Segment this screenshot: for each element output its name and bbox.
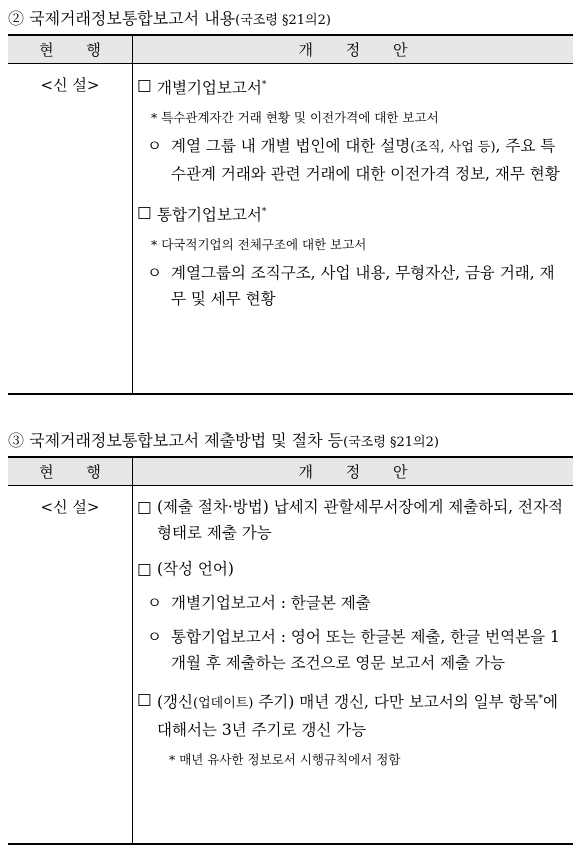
footnote-marker: * bbox=[538, 694, 543, 704]
square-bullet-icon: □ bbox=[137, 498, 152, 516]
item-text: 통합기업보고서 : 영어 또는 한글본 제출, 한글 번역본을 1개월 후 제출하는 조건으로 영문 보고서 제출 가능 bbox=[171, 628, 560, 672]
item-text: , 주요 특수관계 거래와 관련 거래에 대한 이전가격 정보, 재무 현황 bbox=[171, 137, 560, 184]
circle-item bbox=[147, 624, 569, 676]
item-text: 개별기업보고서 : 한글본 제출 bbox=[171, 594, 371, 612]
circle-bullet-icon: ㅇ bbox=[147, 628, 162, 646]
circle-item bbox=[147, 590, 569, 616]
circle-bullet-icon: ㅇ bbox=[147, 264, 162, 283]
box-text: 주기) 매년 갱신, 다만 보고서의 일부 항목 bbox=[253, 693, 539, 712]
item-text: 계열 그룹 내 개별 법인에 대한 설명 bbox=[171, 137, 411, 156]
box-label: 개별기업보고서 bbox=[157, 79, 262, 98]
box-item bbox=[137, 686, 569, 743]
square-bullet-icon: □ bbox=[137, 560, 152, 578]
footnote: * 매년 유사한 정보로서 시행규칙에서 정함 bbox=[169, 752, 401, 768]
section-reference: (국조령 §21의2) bbox=[343, 435, 439, 450]
box-item bbox=[137, 199, 569, 228]
section-reference: (국조령 §21의2) bbox=[235, 13, 331, 28]
item-text-small: (조직, 사업 등) bbox=[410, 140, 496, 156]
square-bullet-icon: □ bbox=[137, 203, 152, 222]
footnote: * 다국적기업의 전체구조에 대한 보고서 bbox=[151, 237, 367, 253]
square-bullet-icon: □ bbox=[137, 690, 152, 708]
square-bullet-icon: □ bbox=[137, 76, 152, 94]
section-number: ③ bbox=[8, 431, 25, 450]
footnote: * 특수관계자간 거래 현황 및 이전가격에 대한 보고서 bbox=[151, 110, 439, 126]
section-title-text: 국제거래정보통합보고서 제출방법 및 절차 등 bbox=[29, 431, 344, 450]
current-cell: <신 설> bbox=[8, 64, 133, 394]
section-3-title bbox=[8, 428, 439, 451]
box-item bbox=[137, 556, 569, 582]
section-2-table bbox=[8, 34, 573, 395]
circle-bullet-icon: ㅇ bbox=[147, 137, 162, 156]
box-text: (갱신 bbox=[157, 693, 193, 712]
circle-bullet-icon: ㅇ bbox=[147, 594, 162, 612]
box-item bbox=[137, 494, 569, 546]
amendment-cell bbox=[133, 64, 574, 394]
circle-item bbox=[147, 260, 569, 312]
circle-item bbox=[147, 133, 569, 187]
section-title-text: 국제거래정보통합보고서 내용 bbox=[29, 9, 236, 28]
box-label: 통합기업보고서 bbox=[157, 206, 262, 225]
footnote-marker: * bbox=[261, 207, 267, 218]
item-text: 계열그룹의 조직구조, 사업 내용, 무형자산, 금융 거래, 재무 및 세무 현황 bbox=[171, 264, 555, 309]
box-item bbox=[137, 72, 569, 101]
header-amendment: 개 정 안 bbox=[133, 35, 574, 64]
section-number: ② bbox=[8, 9, 25, 28]
box-text-small: (업데이트) bbox=[193, 696, 254, 712]
current-cell: <신 설> bbox=[8, 486, 133, 844]
header-current: 현 행 bbox=[8, 35, 133, 64]
box-text: (제출 절차·방법) 납세지 관할세무서장에게 제출하되, 전자적 형태로 제출 가능 bbox=[157, 498, 563, 542]
box-text: (작성 언어) bbox=[157, 560, 234, 578]
header-amendment: 개 정 안 bbox=[133, 457, 574, 486]
header-current: 현 행 bbox=[8, 457, 133, 486]
section-3-table bbox=[8, 456, 573, 845]
section-2-title bbox=[8, 6, 331, 29]
footnote-marker: * bbox=[261, 80, 267, 90]
amendment-cell bbox=[133, 486, 574, 844]
box-text: 에 대해서는 3년 주기로 갱신 가능 bbox=[157, 693, 558, 740]
